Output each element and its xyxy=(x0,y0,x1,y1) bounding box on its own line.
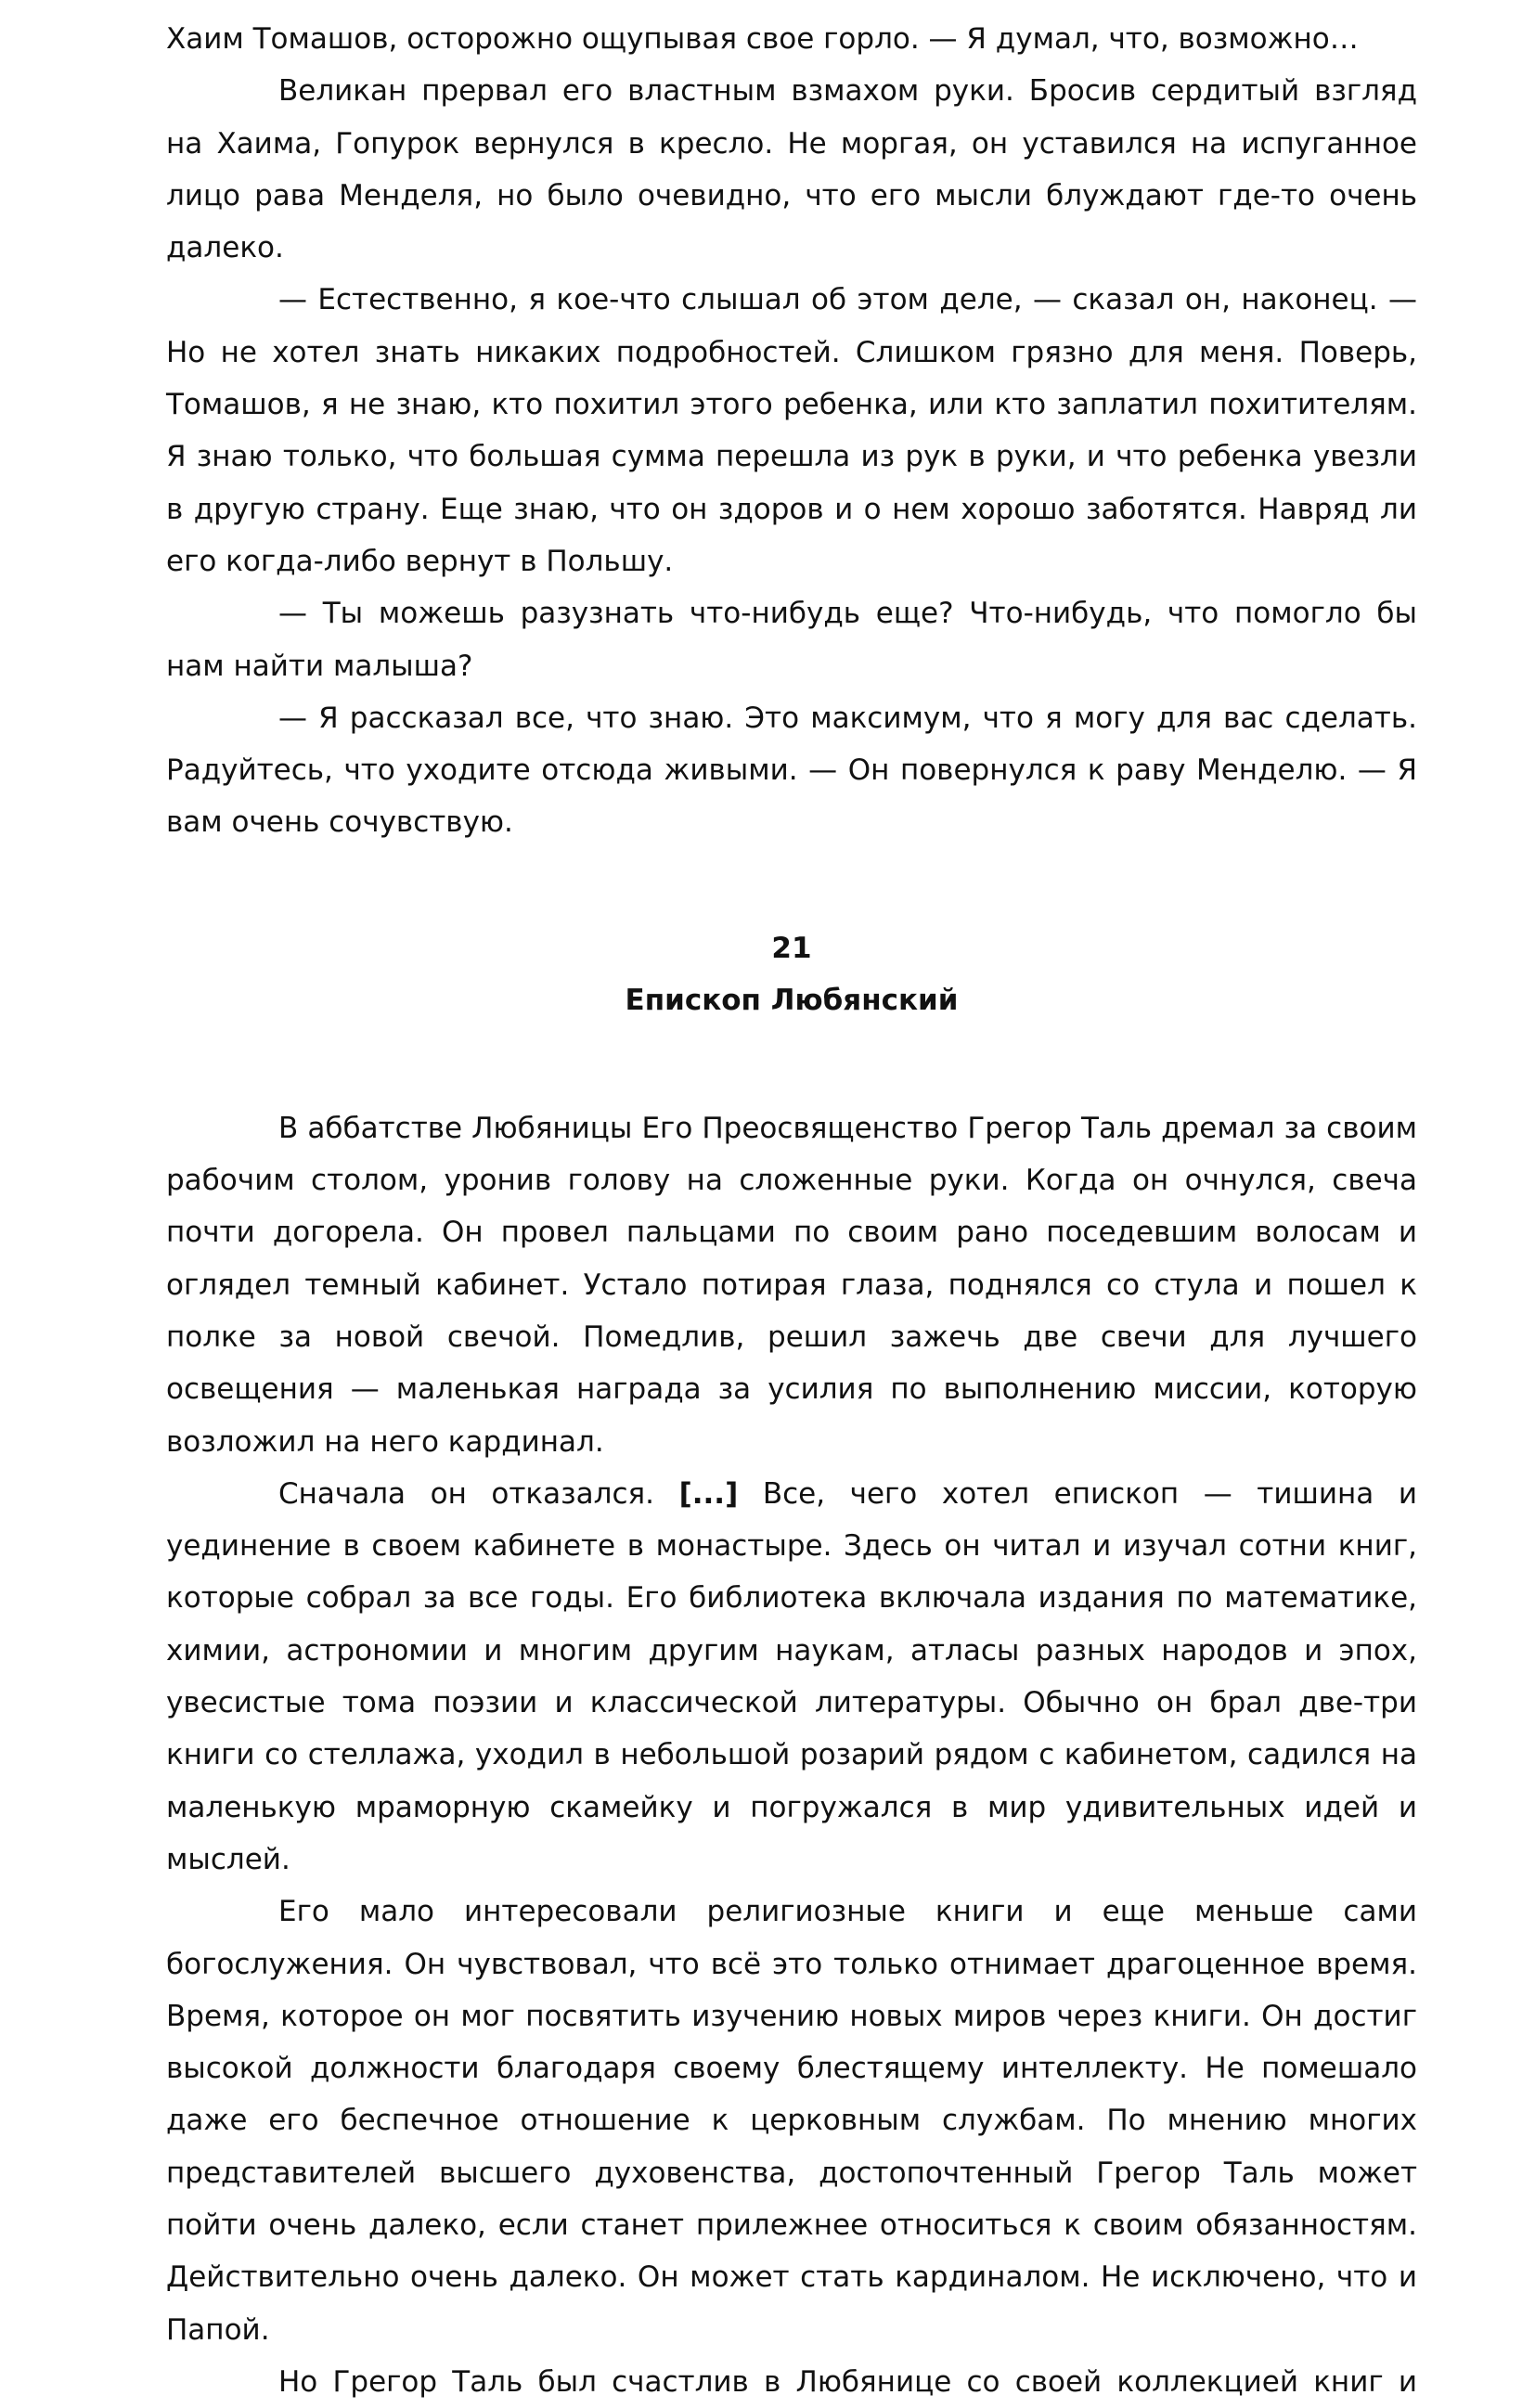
paragraph-text: Сначала он отказался. xyxy=(278,1476,679,1511)
chapter-heading xyxy=(166,922,1417,1026)
paragraph xyxy=(166,1468,1417,1886)
paragraph: — Естественно, я кое-что слышал об этом деле, — сказал он, наконец. — Но не хотел знать никаких подробностей. Слишком грязно для меня. Поверь, Томашов, я не знаю, кто похитил этого ребенка, или кто заплатил похитителям. Я знаю только, что большая сумма перешла из рук в руки, и что ребенка увезли в другую страну. Еще знаю, что он здоров и о нем хорошо заботятся. Навряд ли его когда-либо вернут в Польшу. xyxy=(166,283,1417,578)
paragraph: Но Грегор Таль был счастлив в Любянице со своей коллекцией книг и xyxy=(278,2364,1417,2399)
paragraph: Хаим Томашов, осторожно ощупывая свое горло. — Я думал, что, возможно… xyxy=(166,22,1359,56)
paragraph: — Я рассказал все, что знаю. Это максимум, что я могу для вас сделать. Радуйтесь, что уходите отсюда живыми. — Он повернулся к раву Менделю. — Я вам очень сочувствую. xyxy=(166,701,1417,840)
document-page xyxy=(166,13,1417,2408)
omission-mark: [...] xyxy=(678,1476,739,1511)
paragraph: Его мало интересовали религиозные книги и еще меньше сами богослужения. Он чувствовал, что всё это только отнимает драгоценное время. Время, которое он мог посвятить изучению новых миров через книги. Он достиг высокой должности благодаря своему блестящему интеллекту. Не помешало даже его беспечное отношение к церковным службам. По мнению многих представителей высшего духовенства, достопочтенный Грегор Таль может пойти очень далеко, если станет прилежнее относиться к своим обязанностям. Действительно очень далеко. Он может стать кардиналом. Не исключено, что и Папой. xyxy=(166,1895,1417,2347)
paragraph-text: Все, чего хотел епископ — тишина и уединение в своем кабинете в монастыре. Здесь он читал и изучал сотни книг, которые собрал за все годы. Его библиотека включала издания по математике, химии, астрономии и многим другим наукам, атласы разных народов и эпох, увесистые тома поэзии и классической литературы. Обычно он брал две-три книги со стеллажа, уходил в небольшой розарий рядом с кабинетом, садился на маленькую мраморную скамейку и погружался в мир удивительных идей и мыслей. xyxy=(166,1476,1418,1876)
paragraph: — Ты можешь разузнать что-нибудь еще? Что-нибудь, что помогло бы нам найти малыша? xyxy=(166,597,1417,683)
paragraph: В аббатстве Любяницы Его Преосвященство Грегор Таль дремал за своим рабочим столом, уронив голову на сложенные руки. Когда он очнулся, свеча почти догорела. Он провел пальцами по своим рано поседевшим волосам и оглядел темный кабинет. Устало потирая глаза, поднялся со стула и пошел к полке за новой свечой. Помедлив, решил зажечь две свечи для лучшего освещения — маленькая награда за усилия по выполнению миссии, которую возложил на него кардинал. xyxy=(166,1111,1417,1459)
chapter-number: 21 xyxy=(771,931,812,965)
paragraph: Великан прервал его властным взмахом руки. Бросив сердитый взгляд на Хаима, Гопурок вернулся в кресло. Не моргая, он уставился на испуганное лицо рава Менделя, но было очевидно, что его мысли блуждают где-то очень далеко. xyxy=(166,74,1417,265)
chapter-title: Епископ Любянский xyxy=(625,983,959,1017)
